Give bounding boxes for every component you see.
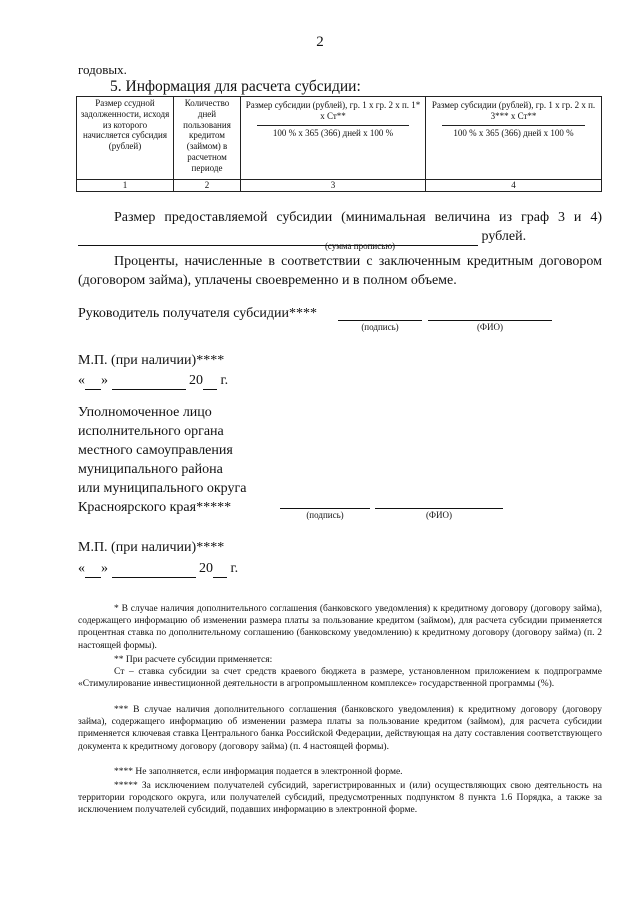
interest-statement <box>78 252 602 290</box>
formula-col4-numerator: Размер субсидии (рублей), гр. 1 х гр. 2 х п. 3*** х Ст** <box>431 100 596 121</box>
subsidy-amount-unit: рублей. <box>481 229 527 244</box>
header-formula-col4 <box>426 97 602 180</box>
day-field-1[interactable] <box>85 370 101 390</box>
month-field-1[interactable] <box>112 389 186 390</box>
recipient-signature-label: Руководитель получателя субсидии**** <box>78 306 318 321</box>
formula-col3-fraction-bar <box>257 125 409 126</box>
year-field-1[interactable] <box>203 370 217 390</box>
footnote-4: **** Не заполняется, если информация подается в электронной форме. <box>114 767 403 777</box>
authorized-person-line: местного самоуправления <box>78 443 233 458</box>
header-formula-col3 <box>241 97 426 180</box>
footnote-3: *** В случае наличия дополнительного соглашения (банковского уведомления) к кредитному договору (договору займа), содержащего информацию об изменении размера платы за пользование кредитом (займом), для расчета субсидии применяется ключевая ставка Центрального банка Российской Федерации, действующая на дату составления соответствующего документа к кредитному договору (договору займа) (п. 4 настоящей формы). <box>78 705 602 752</box>
recipient-sign-caption: (подпись) <box>361 322 399 332</box>
authorized-person-block <box>78 403 246 517</box>
footnote-1: * В случае наличия дополнительного соглашения (банковского уведомления) к кредитному договору (договору займа), содержащего информацию об изменении размера платы за пользование кредитом (займом), для расчета субсидии применяется процентная ставка по дополнительному соглашению (банковскому уведомлению) к кредитному договору (договору займа) (п. 2 настоящей формы). <box>78 604 602 651</box>
interest-statement-text: Проценты, начисленные в соответствии с заключенным кредитным договором (договором займа), уплачены своевременно и в полном объеме. <box>78 254 602 288</box>
formula-col3-numerator: Размер субсидии (рублей), гр. 1 х гр. 2 х п. 1* х Ст** <box>245 100 421 121</box>
amount-in-words-caption: (сумма прописью) <box>324 241 396 251</box>
column-number: 2 <box>174 180 241 192</box>
date-line-2: « » 20 г. <box>78 558 238 578</box>
formula-col3-denominator: 100 % х 365 (366) дней х 100 % <box>272 127 394 138</box>
footnote-2-detail: Ст – ставка субсидии за счет средств краевого бюджета в размере, установленном приложением к подпрограмме «Стимулирование инвестиционной деятельности в агропромышленном комплексе» государственной программы (%). <box>78 667 602 690</box>
date-line-1: « » 20 г. <box>78 370 228 390</box>
formula-col4-denominator: 100 % х 365 (366) дней х 100 % <box>453 127 574 138</box>
column-number: 1 <box>77 180 174 192</box>
subsidy-calculation-table <box>76 96 602 192</box>
header-loan-balance: Размер ссудной задолженности, исходя из которого начисляется субсидия (рублей) <box>77 97 174 180</box>
column-number: 3 <box>241 180 426 192</box>
table-number-row <box>77 180 602 192</box>
recipient-signature-line[interactable] <box>338 320 422 321</box>
recipient-name-line[interactable] <box>428 320 552 321</box>
page-number: 2 <box>316 34 324 50</box>
authorized-person-line: Уполномоченное лицо <box>78 405 212 420</box>
authorized-person-line: или муниципального округа <box>78 481 247 496</box>
subsidy-amount-text: Размер предоставляемой субсидии (минимальная величина из граф 3 и 4) <box>114 210 602 225</box>
authorized-name-caption: (ФИО) <box>425 510 453 520</box>
authorized-name-line[interactable] <box>375 508 503 509</box>
day-field-2[interactable] <box>85 558 101 578</box>
authorized-person-line: муниципального района <box>78 462 223 477</box>
stamp-label-2: М.П. (при наличии)**** <box>78 540 225 555</box>
recipient-name-caption: (ФИО) <box>476 322 504 332</box>
footnote-5: ***** За исключением получателей субсидий, зарегистрированных и (или) осуществляющих свою деятельность на территории городского округа, или получателей субсидий, предусмотренных подпунктом 8 пункта 1.6 Порядка, а также за исключением получателей субсидий, подавших информацию в электронной форме. <box>78 781 602 816</box>
section-title: 5. Информация для расчета субсидии: <box>110 78 361 95</box>
stamp-label-1: М.П. (при наличии)**** <box>78 353 225 368</box>
lead-word: годовых. <box>78 62 127 77</box>
authorized-signature-line[interactable] <box>280 508 370 509</box>
footnote-2: ** При расчете субсидии применяется: <box>114 655 273 665</box>
authorized-sign-caption: (подпись) <box>306 510 344 520</box>
header-days-count: Количество дней пользования кредитом (займом) в расчетном периоде <box>174 97 241 180</box>
year-field-2[interactable] <box>213 558 227 578</box>
column-number: 4 <box>426 180 602 192</box>
table-header-row <box>77 97 602 180</box>
authorized-person-line: Красноярского края***** <box>78 500 232 515</box>
authorized-person-line: исполнительного органа <box>78 424 224 439</box>
formula-col4-fraction-bar <box>442 125 585 126</box>
month-field-2[interactable] <box>112 577 196 578</box>
